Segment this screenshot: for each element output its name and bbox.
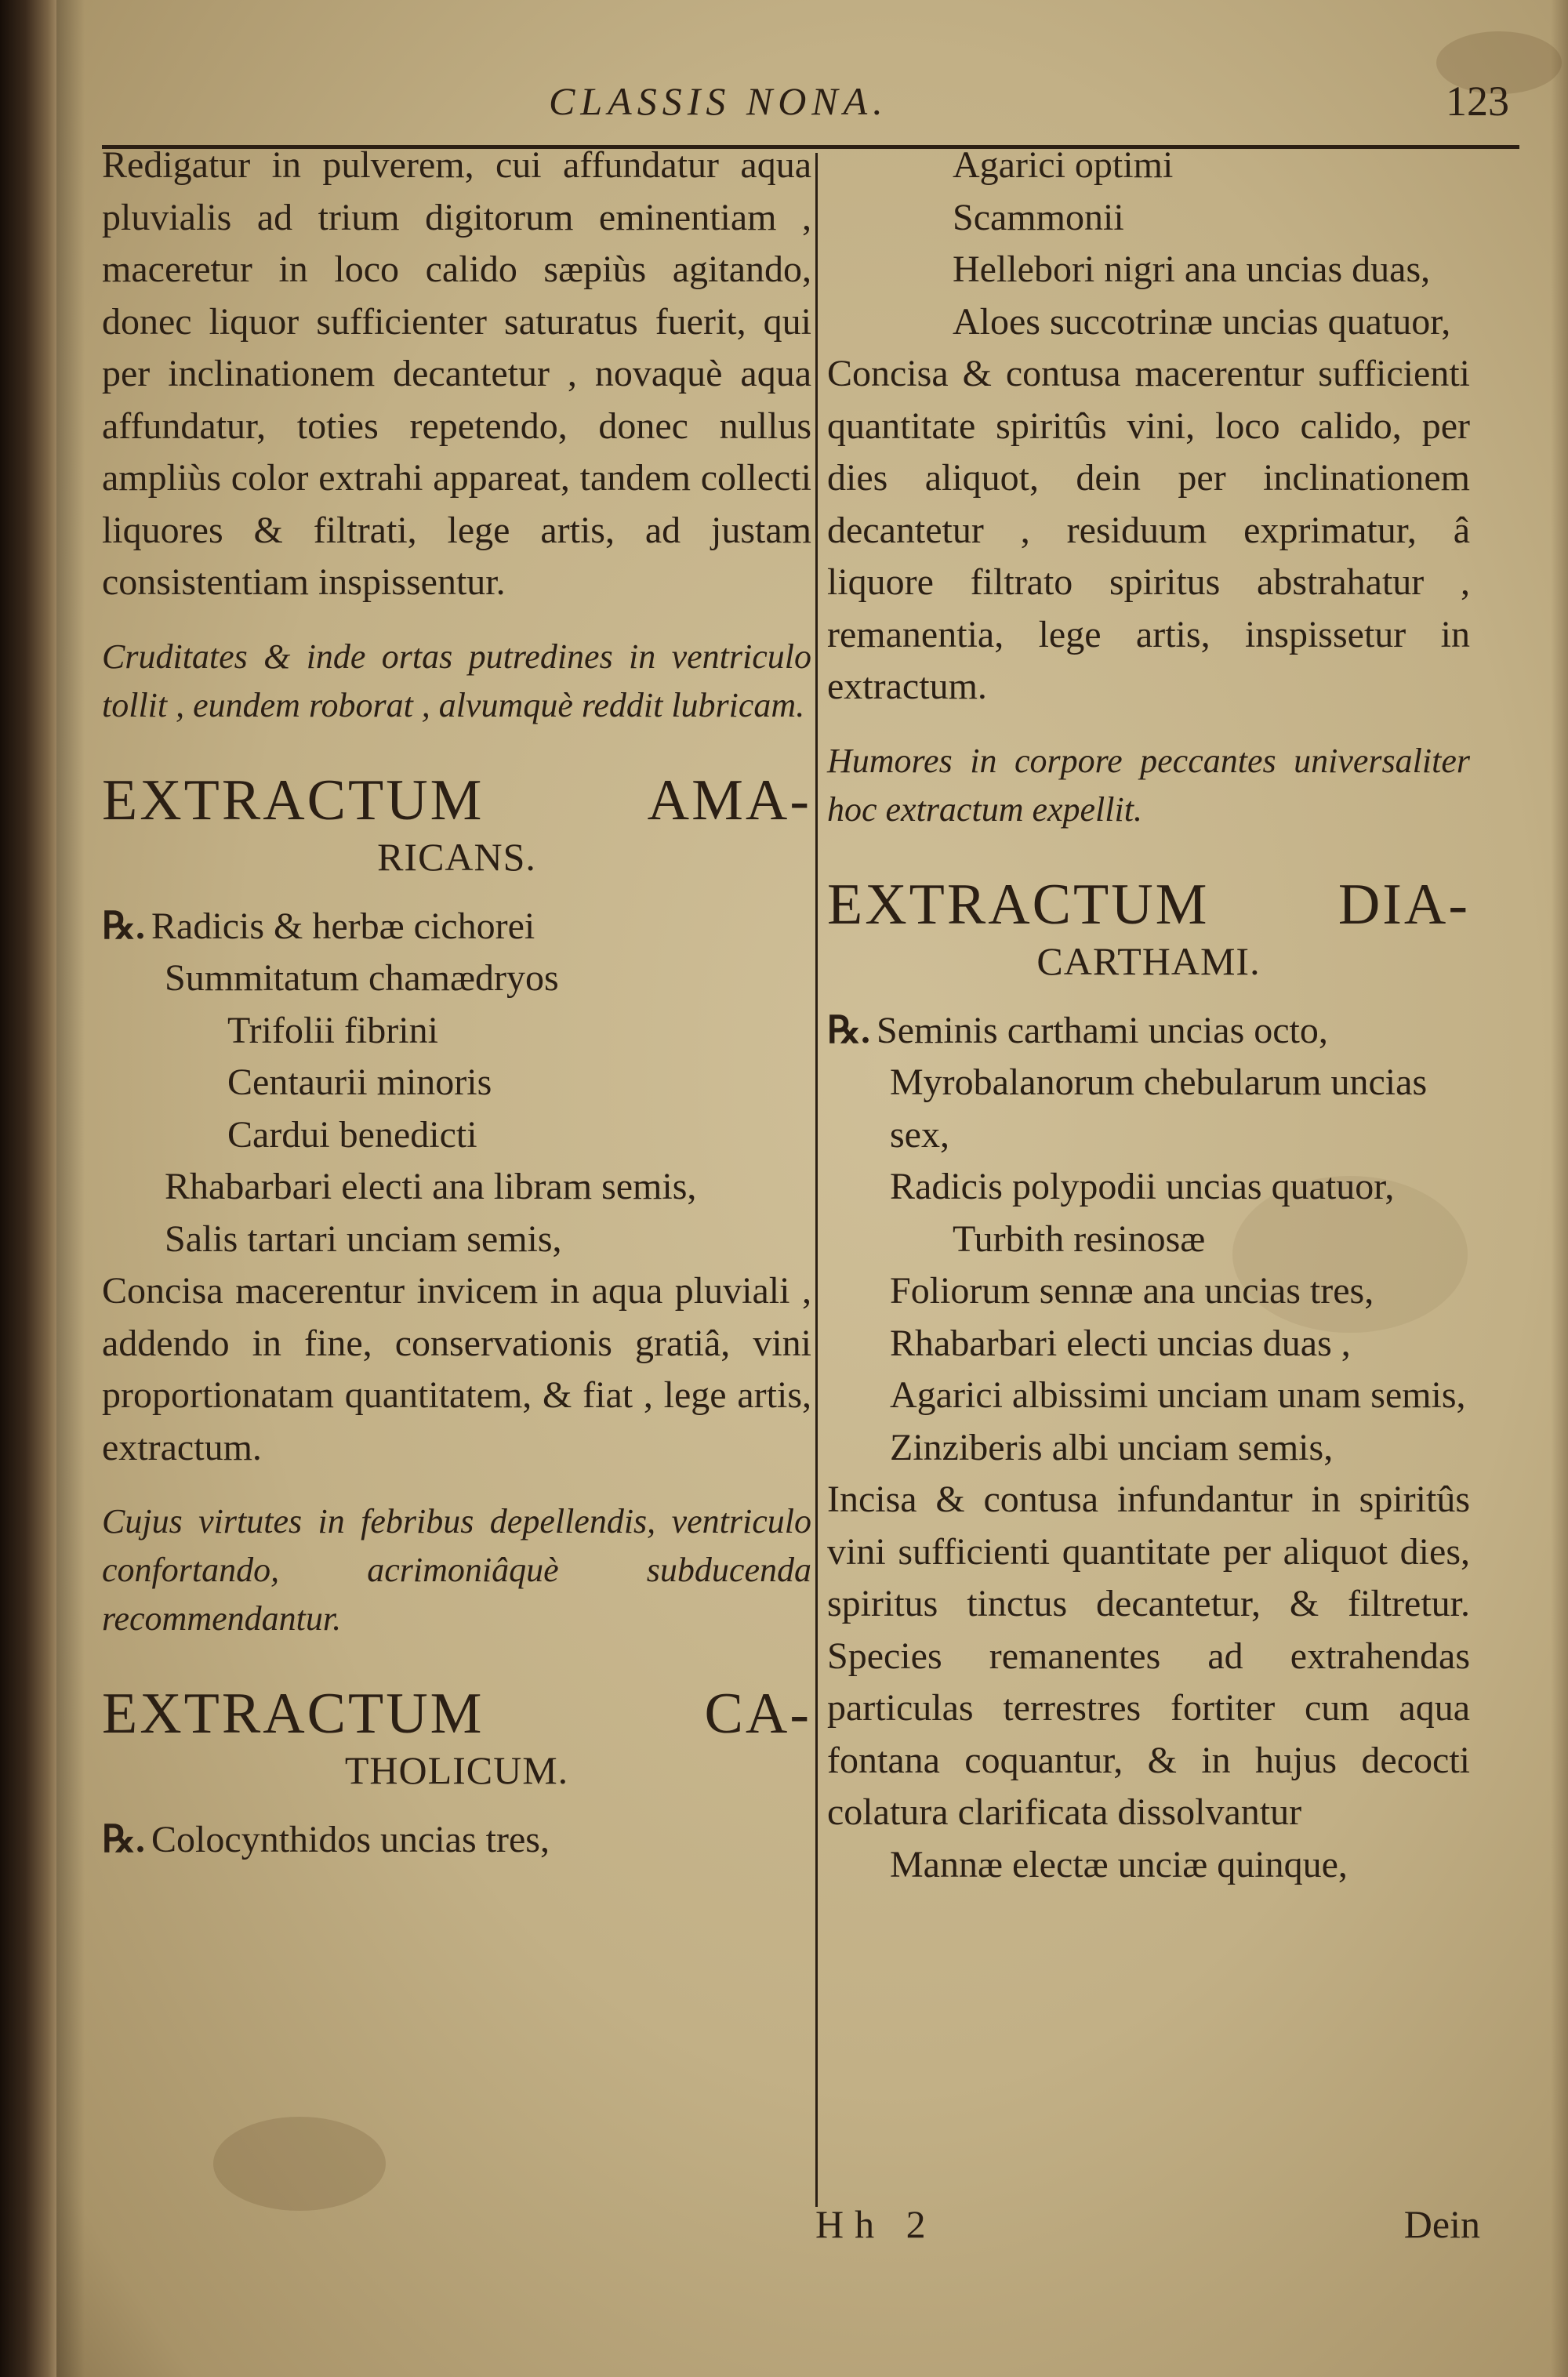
heading-line-2: RICANS. [377, 834, 536, 879]
heading-line-1: EXTRACTUM DIA- [827, 872, 1470, 937]
final-ingredient [827, 1839, 1470, 1892]
ingredient-line: Cardui benedicti [227, 1113, 477, 1156]
ingredient-line [102, 901, 811, 953]
method-paragraph: Concisa macerentur invicem in aqua pluviali , addendo in fine, conservationis gratiâ, vini proportionatam quantitatem, & fiat , lege artis, extractum. [102, 1270, 811, 1468]
recipe-catholicum [102, 1814, 811, 1867]
heading-line-2: CARTHAMI. [1036, 938, 1261, 983]
ingredient-line: Centaurii minoris [227, 1061, 492, 1103]
ingredient-line: Myrobalanorum chebularum uncias sex, [890, 1061, 1428, 1156]
ingredient-line: Radicis polypodii uncias quatuor, [890, 1166, 1395, 1207]
section-heading-catholicum [102, 1681, 811, 1794]
page-edge [1551, 0, 1568, 2377]
ingredient-line: Zinziberis albi unciam semis, [890, 1426, 1334, 1468]
ingredient-line: Salis tartari unciam semis, [165, 1218, 562, 1260]
column-divider [815, 153, 818, 2207]
signature-mark: Hh 2 [815, 2202, 937, 2246]
running-head: CLASSIS NONA. [549, 79, 888, 123]
recipe-diacarthami [827, 1005, 1470, 1475]
ingredient-line: Rhabarbari electi uncias duas , [890, 1322, 1351, 1364]
recipe-symbol: ℞. [827, 1009, 871, 1051]
method-paragraph: Concisa & contusa macerentur sufficienti quantitate spiritûs vini, loco calido, per dies aliquot, dein per inclinationem decantetur , residuum exprimatur, â liquore filtrato spiritus abstrahatur , remanentia, lege artis, inspissetur in extractum. [827, 353, 1470, 707]
ingredient-text: Radicis & herbæ cichorei [151, 905, 535, 947]
ingredient-line: Agarici optimi [953, 144, 1174, 186]
recipe-symbol: ℞. [102, 1819, 146, 1860]
heading-line-1: EXTRACTUM CA- [102, 1682, 811, 1746]
intro-note: Cruditates & inde ortas putredines in ventriculo tollit , eundem roborat , alvumquè reddit lubricam. [102, 637, 811, 724]
continued-ingredients [827, 140, 1470, 348]
right-column [827, 140, 1470, 1891]
recipe-amaricans [102, 901, 811, 1266]
ingredient-line: Rhabarbari electi ana libram semis, [165, 1166, 697, 1207]
ingredient-line: Turbith resinosæ [953, 1218, 1206, 1260]
virtue-note: Humores in corpore peccantes universaliter hoc extractum expellit. [827, 741, 1470, 829]
ingredient-line: Foliorum sennæ ana uncias tres, [890, 1270, 1374, 1312]
heading-line-2: THOLICUM. [344, 1748, 569, 1792]
ingredient-line: Trifolii fibrini [227, 1009, 438, 1051]
left-column [102, 140, 811, 1867]
ingredient-line: Scammonii [953, 196, 1124, 238]
catchword: Dein [1403, 2202, 1480, 2246]
ingredient-line: Agarici albissimi unciam unam semis, [890, 1374, 1466, 1416]
ingredient-line: Aloes succotrinæ uncias quatuor, [953, 300, 1451, 343]
section-heading-diacarthami [827, 872, 1470, 985]
ingredient-line [827, 1005, 1470, 1058]
ingredient-line: Mannæ electæ unciæ quinque, [890, 1843, 1348, 1885]
ingredient-line: Hellebori nigri ana uncias duas, [953, 249, 1431, 290]
book-spine [0, 0, 56, 2377]
virtue-note: Cujus virtutes in febribus depellendis, ventriculo confortando, acrimoniâquè subducenda recommendantur. [102, 1502, 811, 1638]
ingredient-text: Colocynthidos uncias tres, [151, 1819, 550, 1860]
ingredient-line: Summitatum chamædryos [165, 957, 559, 999]
section-heading-amaricans [102, 768, 811, 880]
heading-line-1: EXTRACTUM AMA- [102, 768, 811, 833]
intro-paragraph: Redigatur in pulverem, cui affundatur aqua pluvialis ad trium digitorum eminentiam , maceretur in loco calido sæpiùs agitando, donec liquor sufficienter saturatus fuerit, qui per inclinationem decantetur , novaquè aqua affundatur, toties repetendo, donec nullus ampliùs color extrahi appareat, tandem collecti liquores & filtrati, lege artis, ad justam consistentiam inspissentur. [102, 144, 811, 603]
paper-stain [213, 2117, 386, 2211]
ingredient-text: Seminis carthami uncias octo, [877, 1009, 1328, 1051]
page-number: 123 [1446, 78, 1509, 125]
method-paragraph: Incisa & contusa infundantur in spiritûs vini sufficienti quantitate per aliquot dies, spiritus tinctus decantetur, & filtretur. Species remanentes ad extrahendas particulas terrestres fortiter cum aqua fontana coquantur, & in hujus decocti colatura clarificata dissolvantur [827, 1479, 1470, 1833]
recipe-symbol: ℞. [102, 905, 146, 947]
ingredient-line [102, 1814, 811, 1867]
